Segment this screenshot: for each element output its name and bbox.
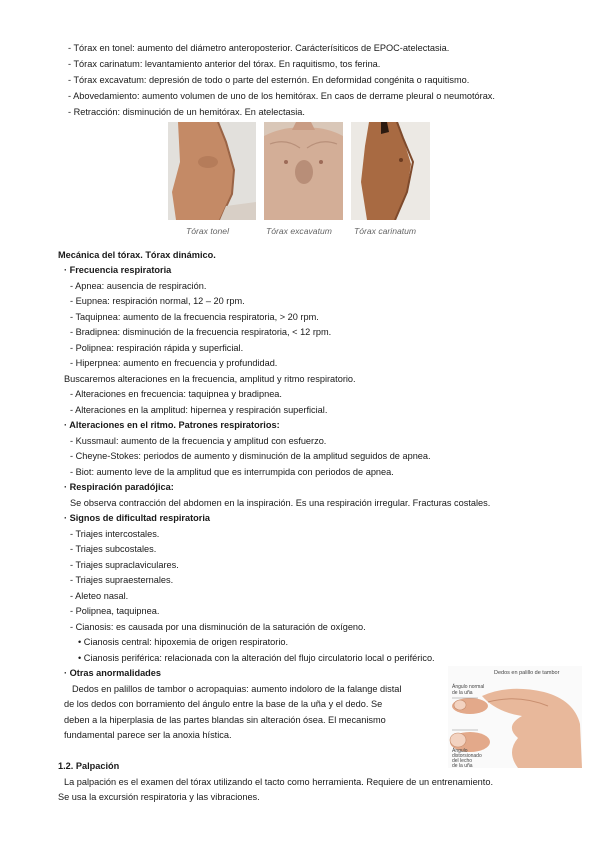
- paragraph-line: Dedos en palillos de tambor o acropaquias: aumento indoloro de la falange distal: [72, 684, 402, 694]
- caption-torax-tonel: Tórax tonel: [186, 226, 229, 236]
- section-title-palpacion: 1.2. Palpación: [58, 761, 120, 771]
- hand-clubbing-figure: [448, 666, 582, 768]
- list-item: - Triajes intercostales.: [70, 529, 160, 539]
- list-item: - Alteraciones en frecuencia: taquipnea y bradipnea.: [70, 389, 282, 399]
- list-item: - Triajes supraclaviculares.: [70, 560, 179, 570]
- photo-torax-tonel: [168, 122, 256, 220]
- paragraph-paradojica: Se observa contracción del abdomen en la inspiración. Es una respiración irregular. Fracturas costales.: [70, 498, 491, 508]
- list-item: - Cianosis: es causada por una disminución de la saturación de oxígeno.: [70, 622, 366, 632]
- sub-list-item: • Cianosis periférica: relacionada con la alteración del flujo circulatorio local o periférico.: [78, 653, 435, 663]
- list-item: - Aleteo nasal.: [70, 591, 129, 601]
- sub-list-item: • Cianosis central: hipoxemia de origen respiratorio.: [78, 637, 289, 647]
- list-item-torax-tonel: - Tórax en tonel: aumento del diámetro anteroposterior. Carácterísiticos de EPOC-atelectasia.: [68, 43, 450, 53]
- list-item: - Biot: aumento leve de la amplitud que es interrumpida con periodos de apnea.: [70, 467, 394, 477]
- photo-torax-excavatum: [264, 122, 343, 220]
- list-item-retraccion: - Retracción: disminución de un hemitórax. En atelectasia.: [68, 107, 305, 117]
- hand-label-normal-2: de la uña: [452, 690, 473, 696]
- list-item: - Hiperpnea: aumento en frecuencia y profundidad.: [70, 358, 278, 368]
- paragraph-intro: Buscaremos alteraciones en la frecuencia, amplitud y ritmo respiratorio.: [64, 374, 356, 384]
- hand-label-distorted-2: distorsionado: [452, 753, 482, 759]
- paragraph-line: de los dedos con borramiento del ángulo entre la base de la uña y el dedo. Se: [64, 699, 383, 709]
- list-item-torax-excavatum: - Tórax excavatum: depresión de todo o parte del esternón. En deformidad congénita o raquitismo.: [68, 75, 470, 85]
- paragraph-line: La palpación es el examen del tórax utilizando el tacto como herramienta. Requiere de un entrenamiento.: [64, 777, 494, 787]
- list-item: - Triajes subcostales.: [70, 544, 157, 554]
- list-item: - Polipnea: respiración rápida y superficial.: [70, 343, 244, 353]
- list-item: - Eupnea: respiración normal, 12 – 20 rpm.: [70, 296, 245, 306]
- hand-label-normal-1: Ángulo normal: [452, 684, 485, 690]
- list-item: - Taquipnea: aumento de la frecuencia respiratoria, > 20 rpm.: [70, 312, 319, 322]
- caption-torax-carinatum: Tórax carinatum: [354, 226, 417, 236]
- section-title: Mecánica del tórax. Tórax dinámico.: [58, 250, 216, 260]
- list-item: - Apnea: ausencia de respiración.: [70, 281, 207, 291]
- heading-frecuencia: · Frecuencia respiratoria: [64, 265, 172, 275]
- heading-otras: · Otras anormalidades: [64, 668, 162, 678]
- paragraph-line: fundamental parece ser la anoxia hística.: [64, 730, 232, 740]
- heading-ritmo: · Alteraciones en el ritmo. Patrones respiratorios:: [64, 420, 280, 430]
- list-item-abovedamiento: - Abovedamiento: aumento volumen de uno de los hemitórax. En caos de derrame pleural o neumotórax.: [68, 91, 495, 101]
- paragraph-line: Se usa la excursión respiratoria y las vibraciones.: [58, 792, 260, 802]
- hand-figure-title: Dedos en palillo de tambor: [494, 670, 560, 676]
- list-item: - Kussmaul: aumento de la frecuencia y amplitud con esfuerzo.: [70, 436, 327, 446]
- list-item-torax-carinatum: - Tórax carinatum: levantamiento anterior del tórax. En raquitismo, tos ferina.: [68, 59, 381, 69]
- hand-label-distorted-1: Ángulo: [452, 748, 468, 754]
- hand-label-distorted-4: de la uña: [452, 763, 473, 769]
- list-item: - Triajes supraesternales.: [70, 575, 174, 585]
- heading-dificultad: · Signos de dificultad respiratoria: [64, 513, 211, 523]
- list-item: - Bradipnea: disminución de la frecuencia respiratoria, < 12 rpm.: [70, 327, 332, 337]
- list-item: - Polipnea, taquipnea.: [70, 606, 160, 616]
- list-item: - Alteraciones en la amplitud: hipernea y respiración superficial.: [70, 405, 328, 415]
- list-item: - Cheyne-Stokes: periodos de aumento y disminución de la amplitud seguidos de apnea.: [70, 451, 431, 461]
- paragraph-line: deben a la hiperplasia de las partes blandas sin alteración ósea. El mecanismo: [64, 715, 386, 725]
- caption-torax-excavatum: Tórax excavatum: [266, 226, 332, 236]
- heading-paradojica: · Respiración paradójica:: [64, 482, 174, 492]
- photo-torax-carinatum: [351, 122, 430, 220]
- hand-label-distorted-3: del lecho: [452, 758, 473, 764]
